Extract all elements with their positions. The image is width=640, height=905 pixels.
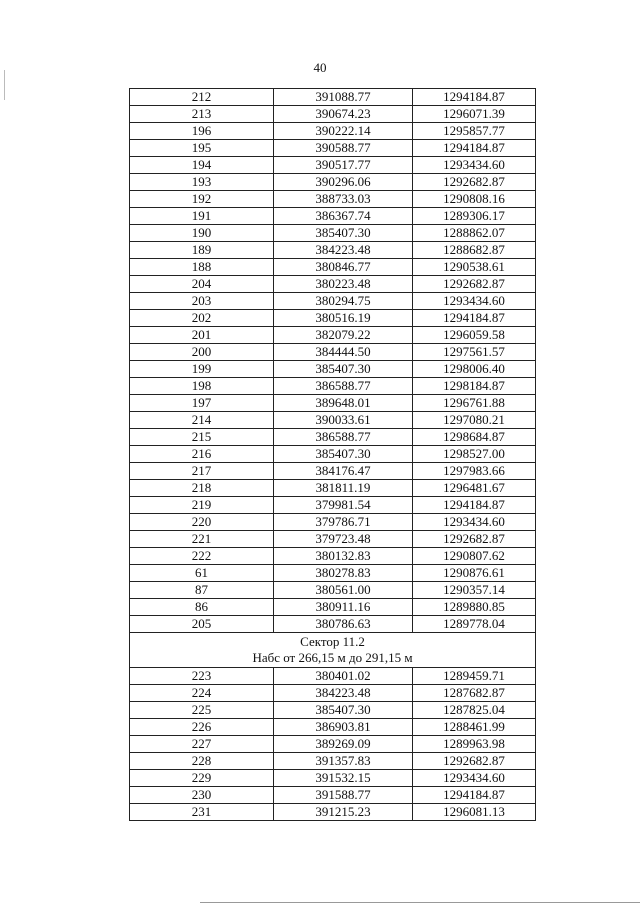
y-coordinate-cell: 1292682.87 (413, 753, 536, 770)
table-row (130, 293, 536, 310)
x-coordinate-cell: 386588.77 (274, 429, 413, 446)
table-row (130, 565, 536, 582)
point-number-cell: 221 (130, 531, 274, 548)
table-row (130, 514, 536, 531)
x-coordinate-cell: 391215.23 (274, 804, 413, 821)
table-row (130, 804, 536, 821)
table-row (130, 208, 536, 225)
x-coordinate-cell: 386588.77 (274, 378, 413, 395)
y-coordinate-cell: 1298006.40 (413, 361, 536, 378)
x-coordinate-cell: 385407.30 (274, 446, 413, 463)
point-number-cell: 222 (130, 548, 274, 565)
table-row (130, 140, 536, 157)
table-row (130, 480, 536, 497)
table-row (130, 531, 536, 548)
point-number-cell: 204 (130, 276, 274, 293)
point-number-cell: 189 (130, 242, 274, 259)
point-number-cell: 216 (130, 446, 274, 463)
table-row (130, 753, 536, 770)
y-coordinate-cell: 1293434.60 (413, 293, 536, 310)
point-number-cell: 86 (130, 599, 274, 616)
x-coordinate-cell: 386367.74 (274, 208, 413, 225)
y-coordinate-cell: 1287825.04 (413, 702, 536, 719)
point-number-cell: 220 (130, 514, 274, 531)
table-row (130, 582, 536, 599)
x-coordinate-cell: 390588.77 (274, 140, 413, 157)
table-row (130, 429, 536, 446)
table-row (130, 310, 536, 327)
page-number: 40 (313, 60, 327, 75)
table-row (130, 719, 536, 736)
sector-header-block (130, 633, 536, 668)
point-number-cell: 190 (130, 225, 274, 242)
table-row (130, 89, 536, 106)
x-coordinate-cell: 390517.77 (274, 157, 413, 174)
y-coordinate-cell: 1289778.04 (413, 616, 536, 633)
table-row (130, 157, 536, 174)
table-row (130, 327, 536, 344)
point-number-cell: 214 (130, 412, 274, 429)
point-number-cell: 196 (130, 123, 274, 140)
x-coordinate-cell: 389269.09 (274, 736, 413, 753)
y-coordinate-cell: 1293434.60 (413, 157, 536, 174)
x-coordinate-cell: 391088.77 (274, 89, 413, 106)
table-row (130, 259, 536, 276)
y-coordinate-cell: 1297080.21 (413, 412, 536, 429)
y-coordinate-cell: 1293434.60 (413, 770, 536, 787)
coordinates-table (129, 88, 536, 821)
y-coordinate-cell: 1289459.71 (413, 668, 536, 685)
point-number-cell: 224 (130, 685, 274, 702)
table-row (130, 225, 536, 242)
x-coordinate-cell: 379723.48 (274, 531, 413, 548)
point-number-cell: 195 (130, 140, 274, 157)
y-coordinate-cell: 1290808.16 (413, 191, 536, 208)
y-coordinate-cell: 1294184.87 (413, 89, 536, 106)
y-coordinate-cell: 1297983.66 (413, 463, 536, 480)
point-number-cell: 61 (130, 565, 274, 582)
point-number-cell: 202 (130, 310, 274, 327)
x-coordinate-cell: 384223.48 (274, 685, 413, 702)
rows-after-sector (130, 668, 536, 821)
point-number-cell: 87 (130, 582, 274, 599)
x-coordinate-cell: 381811.19 (274, 480, 413, 497)
x-coordinate-cell: 380223.48 (274, 276, 413, 293)
y-coordinate-cell: 1296081.13 (413, 804, 536, 821)
point-number-cell: 215 (130, 429, 274, 446)
point-number-cell: 194 (130, 157, 274, 174)
table-row (130, 463, 536, 480)
table-row (130, 446, 536, 463)
point-number-cell: 193 (130, 174, 274, 191)
y-coordinate-cell: 1294184.87 (413, 140, 536, 157)
table-row (130, 787, 536, 804)
table-row (130, 770, 536, 787)
point-number-cell: 192 (130, 191, 274, 208)
rows-before-sector (130, 89, 536, 633)
x-coordinate-cell: 384444.50 (274, 344, 413, 361)
point-number-cell: 217 (130, 463, 274, 480)
point-number-cell: 231 (130, 804, 274, 821)
point-number-cell: 230 (130, 787, 274, 804)
x-coordinate-cell: 391588.77 (274, 787, 413, 804)
y-coordinate-cell: 1298527.00 (413, 446, 536, 463)
table-row (130, 395, 536, 412)
x-coordinate-cell: 380294.75 (274, 293, 413, 310)
x-coordinate-cell: 385407.30 (274, 702, 413, 719)
x-coordinate-cell: 380786.63 (274, 616, 413, 633)
x-coordinate-cell: 382079.22 (274, 327, 413, 344)
y-coordinate-cell: 1296071.39 (413, 106, 536, 123)
x-coordinate-cell: 380911.16 (274, 599, 413, 616)
table-row (130, 378, 536, 395)
table-row (130, 123, 536, 140)
point-number-cell: 200 (130, 344, 274, 361)
point-number-cell: 203 (130, 293, 274, 310)
y-coordinate-cell: 1295857.77 (413, 123, 536, 140)
x-coordinate-cell: 390296.06 (274, 174, 413, 191)
table-row (130, 276, 536, 293)
y-coordinate-cell: 1296481.67 (413, 480, 536, 497)
y-coordinate-cell: 1294184.87 (413, 497, 536, 514)
y-coordinate-cell: 1290538.61 (413, 259, 536, 276)
x-coordinate-cell: 391357.83 (274, 753, 413, 770)
point-number-cell: 191 (130, 208, 274, 225)
x-coordinate-cell: 391532.15 (274, 770, 413, 787)
table-row (130, 344, 536, 361)
point-number-cell: 198 (130, 378, 274, 395)
point-number-cell: 205 (130, 616, 274, 633)
table-row (130, 548, 536, 565)
point-number-cell: 197 (130, 395, 274, 412)
x-coordinate-cell: 390674.23 (274, 106, 413, 123)
y-coordinate-cell: 1296761.88 (413, 395, 536, 412)
x-coordinate-cell: 385407.30 (274, 225, 413, 242)
y-coordinate-cell: 1290357.14 (413, 582, 536, 599)
y-coordinate-cell: 1292682.87 (413, 531, 536, 548)
x-coordinate-cell: 380132.83 (274, 548, 413, 565)
x-coordinate-cell: 380278.83 (274, 565, 413, 582)
y-coordinate-cell: 1288682.87 (413, 242, 536, 259)
point-number-cell: 226 (130, 719, 274, 736)
y-coordinate-cell: 1292682.87 (413, 174, 536, 191)
table-row (130, 668, 536, 685)
x-coordinate-cell: 384223.48 (274, 242, 413, 259)
table-row (130, 599, 536, 616)
y-coordinate-cell: 1287682.87 (413, 685, 536, 702)
table-row (130, 702, 536, 719)
x-coordinate-cell: 380561.00 (274, 582, 413, 599)
y-coordinate-cell: 1297561.57 (413, 344, 536, 361)
sector-header-cell (130, 633, 536, 668)
point-number-cell: 219 (130, 497, 274, 514)
y-coordinate-cell: 1298184.87 (413, 378, 536, 395)
y-coordinate-cell: 1296059.58 (413, 327, 536, 344)
table-row (130, 497, 536, 514)
x-coordinate-cell: 380516.19 (274, 310, 413, 327)
y-coordinate-cell: 1288461.99 (413, 719, 536, 736)
point-number-cell: 223 (130, 668, 274, 685)
table-row (130, 685, 536, 702)
x-coordinate-cell: 390222.14 (274, 123, 413, 140)
y-coordinate-cell: 1294184.87 (413, 310, 536, 327)
x-coordinate-cell: 379786.71 (274, 514, 413, 531)
y-coordinate-cell: 1292682.87 (413, 276, 536, 293)
y-coordinate-cell: 1289306.17 (413, 208, 536, 225)
table-row (130, 191, 536, 208)
table-row (130, 242, 536, 259)
y-coordinate-cell: 1289880.85 (413, 599, 536, 616)
point-number-cell: 213 (130, 106, 274, 123)
point-number-cell: 212 (130, 89, 274, 106)
table-row (130, 736, 536, 753)
x-coordinate-cell: 379981.54 (274, 497, 413, 514)
table-row (130, 174, 536, 191)
y-coordinate-cell: 1290807.62 (413, 548, 536, 565)
y-coordinate-cell: 1293434.60 (413, 514, 536, 531)
x-coordinate-cell: 390033.61 (274, 412, 413, 429)
point-number-cell: 199 (130, 361, 274, 378)
x-coordinate-cell: 385407.30 (274, 361, 413, 378)
point-number-cell: 188 (130, 259, 274, 276)
y-coordinate-cell: 1290876.61 (413, 565, 536, 582)
point-number-cell: 229 (130, 770, 274, 787)
y-coordinate-cell: 1298684.87 (413, 429, 536, 446)
point-number-cell: 228 (130, 753, 274, 770)
table-row (130, 361, 536, 378)
sector-title: Сектор 11.2 (300, 634, 365, 649)
table-row (130, 106, 536, 123)
point-number-cell: 218 (130, 480, 274, 497)
sector-header-row (130, 633, 536, 668)
point-number-cell: 227 (130, 736, 274, 753)
sector-subtitle: Набс от 266,15 м до 291,15 м (252, 650, 413, 665)
x-coordinate-cell: 380846.77 (274, 259, 413, 276)
x-coordinate-cell: 384176.47 (274, 463, 413, 480)
scan-edge-line (200, 902, 640, 903)
y-coordinate-cell: 1289963.98 (413, 736, 536, 753)
x-coordinate-cell: 380401.02 (274, 668, 413, 685)
x-coordinate-cell: 386903.81 (274, 719, 413, 736)
point-number-cell: 201 (130, 327, 274, 344)
y-coordinate-cell: 1294184.87 (413, 787, 536, 804)
table-row (130, 616, 536, 633)
x-coordinate-cell: 389648.01 (274, 395, 413, 412)
y-coordinate-cell: 1288862.07 (413, 225, 536, 242)
table-row (130, 412, 536, 429)
x-coordinate-cell: 388733.03 (274, 191, 413, 208)
point-number-cell: 225 (130, 702, 274, 719)
